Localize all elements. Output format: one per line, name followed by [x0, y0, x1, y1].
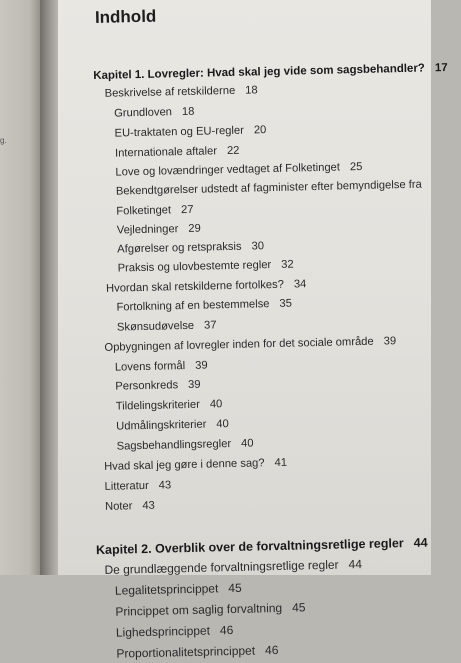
left-page-fragment: g. — [0, 136, 7, 145]
toc-entry: Love og lovændringer vedtaget af Folketinget 25 — [115, 160, 363, 179]
toc-entry: Opbygningen af lovregler inden for det sociale område 39 — [104, 335, 397, 354]
toc-entry: Afgørelser og retspraksis 30 — [117, 240, 265, 256]
toc-entry: Vejledninger 29 — [116, 222, 201, 237]
toc-entry: Lighedsprincippet 46 — [115, 623, 234, 640]
toc-entry: Princippet om saglig forvaltning 45 — [115, 600, 306, 619]
toc-entry: Skønsudøvelse 37 — [116, 319, 217, 334]
toc-entry: Sagsbehandlingsregler 40 — [116, 437, 254, 453]
toc-entry: Internationale aftaler 22 — [114, 144, 240, 160]
toc-entry: Litteratur 43 — [104, 479, 172, 493]
toc-entry: Praksis og ulovbestemte regler 32 — [117, 258, 294, 275]
toc-entry: Hvad skal jeg gøre i denne sag? 41 — [104, 456, 288, 473]
page-title: Indhold — [94, 6, 157, 27]
toc-entry: Grundloven 18 — [113, 105, 195, 120]
toc-entry-chapter-1: Kapitel 1. Lovregler: Hvad skal jeg vide som sagsbehandler? 17 — [93, 62, 448, 83]
toc-entry: Udmålingskriterier 40 — [116, 418, 229, 433]
toc-entry: De grundlæggende forvaltningsretlige regler 44 — [104, 557, 363, 577]
toc-entry: Legalitetsprincippet 45 — [114, 580, 242, 598]
toc-entry: Proportionalitetsprincippet 46 — [116, 643, 279, 661]
toc-entry: Tildelingskriterier 40 — [115, 398, 223, 413]
toc-entry: Folketinget 27 — [116, 203, 194, 218]
toc-entry: Personkreds 39 — [115, 378, 201, 393]
toc-entry: Noter 43 — [104, 499, 155, 513]
toc-entry: Hvordan skal retskilderne fortolkes? 34 — [105, 278, 307, 295]
toc-entry: Lovens formål 39 — [114, 359, 208, 374]
toc-entry: Beskrivelse af retskilderne 18 — [104, 84, 258, 100]
toc-entry: Bekendtgørelser udstedt af fagminister efter bemyndigelse fra — [115, 178, 422, 198]
toc-entry-chapter-2: Kapitel 2. Overblik over de forvaltningsretlige regler 44 — [95, 535, 428, 558]
toc-entry: EU-traktaten og EU-regler 20 — [114, 124, 267, 140]
toc-entry: Fortolkning af en bestemmelse 35 — [116, 297, 293, 314]
